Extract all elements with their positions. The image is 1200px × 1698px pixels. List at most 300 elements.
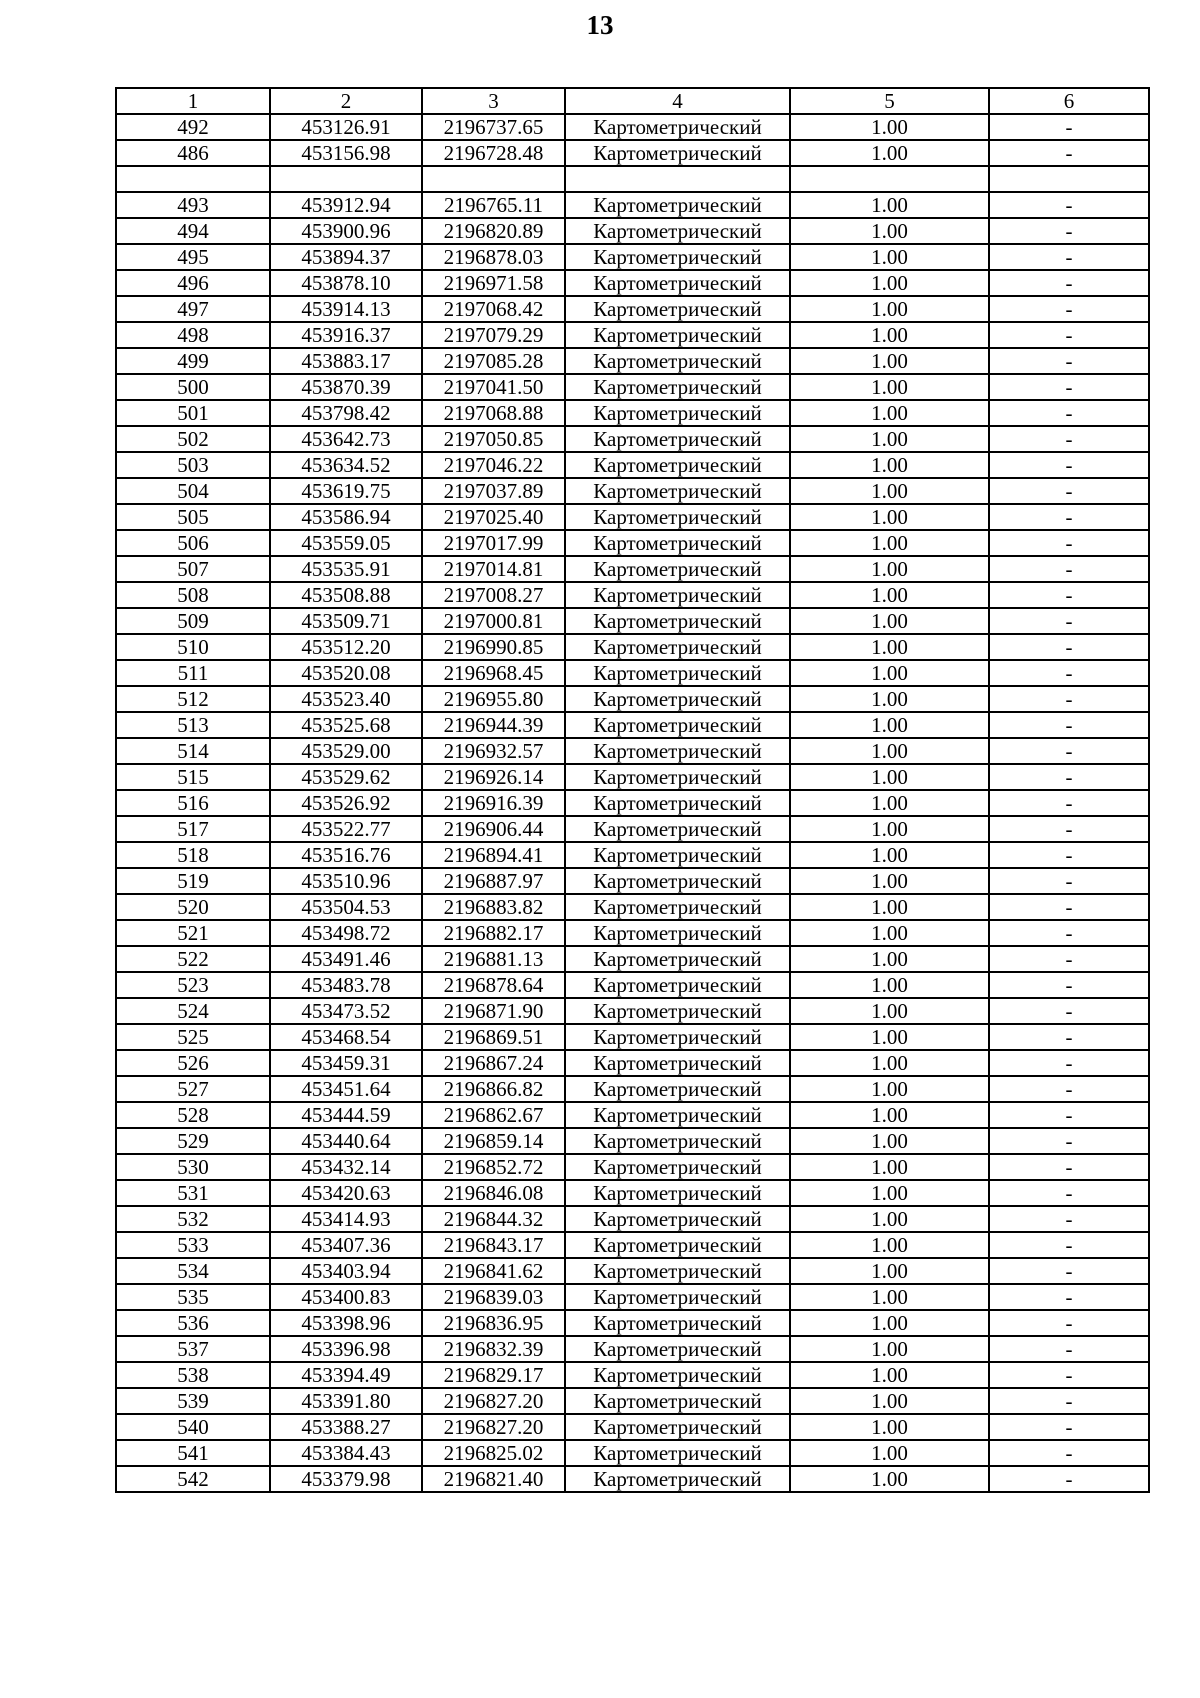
point-number-cell: 506	[116, 530, 270, 556]
table-row	[116, 530, 1149, 556]
table-row	[116, 556, 1149, 582]
x-coordinate-cell: 453396.98	[270, 1336, 422, 1362]
y-coordinate-cell: 2196737.65	[422, 114, 565, 140]
y-coordinate-cell: 2196843.17	[422, 1232, 565, 1258]
table-row	[116, 296, 1149, 322]
description-cell: -	[989, 1232, 1149, 1258]
y-coordinate-cell: 2197025.40	[422, 504, 565, 530]
method-cell: Картометрический	[565, 972, 790, 998]
column-header-3: 3	[422, 88, 565, 114]
x-coordinate-cell: 453525.68	[270, 712, 422, 738]
method-cell: Картометрический	[565, 686, 790, 712]
description-cell: -	[989, 738, 1149, 764]
table-row	[116, 1232, 1149, 1258]
method-cell: Картометрический	[565, 1024, 790, 1050]
point-number-cell: 507	[116, 556, 270, 582]
y-coordinate-cell: 2197085.28	[422, 348, 565, 374]
y-coordinate-cell: 2196867.24	[422, 1050, 565, 1076]
accuracy-cell: 1.00	[790, 920, 989, 946]
description-cell: -	[989, 218, 1149, 244]
point-number-cell: 493	[116, 192, 270, 218]
table-row	[116, 998, 1149, 1024]
table-row	[116, 426, 1149, 452]
accuracy-cell: 1.00	[790, 530, 989, 556]
x-coordinate-cell: 453520.08	[270, 660, 422, 686]
table-row	[116, 1284, 1149, 1310]
description-cell: -	[989, 920, 1149, 946]
point-number-cell: 534	[116, 1258, 270, 1284]
point-number-cell: 541	[116, 1440, 270, 1466]
accuracy-cell: 1.00	[790, 660, 989, 686]
y-coordinate-cell: 2196882.17	[422, 920, 565, 946]
method-cell: Картометрический	[565, 1076, 790, 1102]
accuracy-cell: 1.00	[790, 1414, 989, 1440]
point-number-cell: 504	[116, 478, 270, 504]
method-cell: Картометрический	[565, 946, 790, 972]
accuracy-cell: 1.00	[790, 322, 989, 348]
accuracy-cell: 1.00	[790, 1466, 989, 1492]
x-coordinate-cell: 453391.80	[270, 1388, 422, 1414]
table-row	[116, 322, 1149, 348]
table-row	[116, 1440, 1149, 1466]
method-cell: Картометрический	[565, 322, 790, 348]
accuracy-cell: 1.00	[790, 946, 989, 972]
point-number-cell: 500	[116, 374, 270, 400]
x-coordinate-cell	[270, 166, 422, 192]
accuracy-cell: 1.00	[790, 1362, 989, 1388]
y-coordinate-cell: 2196883.82	[422, 894, 565, 920]
accuracy-cell: 1.00	[790, 114, 989, 140]
description-cell: -	[989, 868, 1149, 894]
method-cell: Картометрический	[565, 816, 790, 842]
point-number-cell: 523	[116, 972, 270, 998]
description-cell: -	[989, 530, 1149, 556]
point-number-cell: 530	[116, 1154, 270, 1180]
x-coordinate-cell: 453432.14	[270, 1154, 422, 1180]
y-coordinate-cell: 2196827.20	[422, 1388, 565, 1414]
x-coordinate-cell: 453403.94	[270, 1258, 422, 1284]
x-coordinate-cell: 453634.52	[270, 452, 422, 478]
y-coordinate-cell: 2196878.03	[422, 244, 565, 270]
point-number-cell: 540	[116, 1414, 270, 1440]
x-coordinate-cell: 453510.96	[270, 868, 422, 894]
y-coordinate-cell: 2196926.14	[422, 764, 565, 790]
y-coordinate-cell: 2197017.99	[422, 530, 565, 556]
x-coordinate-cell: 453407.36	[270, 1232, 422, 1258]
y-coordinate-cell: 2197000.81	[422, 608, 565, 634]
method-cell: Картометрический	[565, 1362, 790, 1388]
table-row	[116, 400, 1149, 426]
point-number-cell: 494	[116, 218, 270, 244]
point-number-cell: 497	[116, 296, 270, 322]
table-row	[116, 1102, 1149, 1128]
description-cell: -	[989, 686, 1149, 712]
description-cell: -	[989, 1388, 1149, 1414]
accuracy-cell: 1.00	[790, 764, 989, 790]
point-number-cell: 524	[116, 998, 270, 1024]
accuracy-cell: 1.00	[790, 1440, 989, 1466]
method-cell: Картометрический	[565, 660, 790, 686]
accuracy-cell: 1.00	[790, 218, 989, 244]
table-row	[116, 764, 1149, 790]
point-number-cell: 521	[116, 920, 270, 946]
y-coordinate-cell: 2197037.89	[422, 478, 565, 504]
method-cell: Картометрический	[565, 192, 790, 218]
table-row	[116, 790, 1149, 816]
table-row	[116, 1180, 1149, 1206]
y-coordinate-cell: 2196869.51	[422, 1024, 565, 1050]
accuracy-cell: 1.00	[790, 868, 989, 894]
accuracy-cell: 1.00	[790, 1388, 989, 1414]
description-cell: -	[989, 1102, 1149, 1128]
accuracy-cell: 1.00	[790, 1024, 989, 1050]
y-coordinate-cell: 2196906.44	[422, 816, 565, 842]
accuracy-cell: 1.00	[790, 452, 989, 478]
table-row	[116, 1050, 1149, 1076]
description-cell: -	[989, 556, 1149, 582]
method-cell: Картометрический	[565, 582, 790, 608]
description-cell: -	[989, 946, 1149, 972]
point-number-cell: 517	[116, 816, 270, 842]
table-row	[116, 140, 1149, 166]
point-number-cell: 510	[116, 634, 270, 660]
x-coordinate-cell: 453491.46	[270, 946, 422, 972]
description-cell: -	[989, 634, 1149, 660]
description-cell: -	[989, 608, 1149, 634]
description-cell: -	[989, 998, 1149, 1024]
point-number-cell: 518	[116, 842, 270, 868]
description-cell: -	[989, 478, 1149, 504]
table-row	[116, 192, 1149, 218]
description-cell: -	[989, 972, 1149, 998]
table-row	[116, 348, 1149, 374]
method-cell: Картометрический	[565, 530, 790, 556]
accuracy-cell: 1.00	[790, 504, 989, 530]
point-number-cell: 538	[116, 1362, 270, 1388]
accuracy-cell: 1.00	[790, 270, 989, 296]
y-coordinate-cell: 2196968.45	[422, 660, 565, 686]
method-cell: Картометрический	[565, 478, 790, 504]
table-row	[116, 1128, 1149, 1154]
description-cell: -	[989, 374, 1149, 400]
x-coordinate-cell: 453379.98	[270, 1466, 422, 1492]
point-number-cell: 492	[116, 114, 270, 140]
point-number-cell: 495	[116, 244, 270, 270]
point-number-cell: 529	[116, 1128, 270, 1154]
x-coordinate-cell: 453498.72	[270, 920, 422, 946]
point-number-cell: 528	[116, 1102, 270, 1128]
table-row	[116, 1076, 1149, 1102]
table-row	[116, 1154, 1149, 1180]
point-number-cell: 509	[116, 608, 270, 634]
y-coordinate-cell: 2196944.39	[422, 712, 565, 738]
point-number-cell: 519	[116, 868, 270, 894]
description-cell: -	[989, 244, 1149, 270]
description-cell: -	[989, 1414, 1149, 1440]
y-coordinate-cell: 2196728.48	[422, 140, 565, 166]
table-row	[116, 738, 1149, 764]
method-cell: Картометрический	[565, 218, 790, 244]
accuracy-cell: 1.00	[790, 608, 989, 634]
coordinates-table	[115, 87, 1150, 1493]
table-row	[116, 1206, 1149, 1232]
description-cell: -	[989, 348, 1149, 374]
description-cell: -	[989, 816, 1149, 842]
y-coordinate-cell: 2197050.85	[422, 426, 565, 452]
y-coordinate-cell: 2196820.89	[422, 218, 565, 244]
description-cell: -	[989, 1154, 1149, 1180]
point-number-cell: 539	[116, 1388, 270, 1414]
accuracy-cell: 1.00	[790, 738, 989, 764]
point-number-cell: 503	[116, 452, 270, 478]
y-coordinate-cell: 2196765.11	[422, 192, 565, 218]
column-header-1: 1	[116, 88, 270, 114]
table-row	[116, 270, 1149, 296]
x-coordinate-cell: 453468.54	[270, 1024, 422, 1050]
column-header-5: 5	[790, 88, 989, 114]
y-coordinate-cell: 2196839.03	[422, 1284, 565, 1310]
point-number-cell: 522	[116, 946, 270, 972]
x-coordinate-cell: 453522.77	[270, 816, 422, 842]
point-number-cell: 508	[116, 582, 270, 608]
y-coordinate-cell: 2196971.58	[422, 270, 565, 296]
x-coordinate-cell: 453516.76	[270, 842, 422, 868]
x-coordinate-cell: 453529.00	[270, 738, 422, 764]
method-cell: Картометрический	[565, 998, 790, 1024]
description-cell: -	[989, 452, 1149, 478]
x-coordinate-cell: 453914.13	[270, 296, 422, 322]
accuracy-cell: 1.00	[790, 998, 989, 1024]
description-cell: -	[989, 842, 1149, 868]
accuracy-cell: 1.00	[790, 1336, 989, 1362]
method-cell: Картометрический	[565, 738, 790, 764]
method-cell: Картометрический	[565, 1206, 790, 1232]
method-cell: Картометрический	[565, 374, 790, 400]
accuracy-cell: 1.00	[790, 1076, 989, 1102]
method-cell: Картометрический	[565, 608, 790, 634]
accuracy-cell: 1.00	[790, 1206, 989, 1232]
table-row	[116, 1466, 1149, 1492]
description-cell: -	[989, 1466, 1149, 1492]
x-coordinate-cell: 453529.62	[270, 764, 422, 790]
table-row	[116, 920, 1149, 946]
point-number-cell: 537	[116, 1336, 270, 1362]
x-coordinate-cell: 453384.43	[270, 1440, 422, 1466]
table-row	[116, 842, 1149, 868]
description-cell: -	[989, 660, 1149, 686]
point-number-cell: 526	[116, 1050, 270, 1076]
description-cell: -	[989, 400, 1149, 426]
y-coordinate-cell: 2197046.22	[422, 452, 565, 478]
method-cell: Картометрический	[565, 114, 790, 140]
table-row	[116, 1258, 1149, 1284]
y-coordinate-cell: 2196862.67	[422, 1102, 565, 1128]
method-cell: Картометрический	[565, 1154, 790, 1180]
y-coordinate-cell: 2196866.82	[422, 1076, 565, 1102]
description-cell: -	[989, 1076, 1149, 1102]
table-row	[116, 1414, 1149, 1440]
x-coordinate-cell: 453526.92	[270, 790, 422, 816]
point-number-cell: 501	[116, 400, 270, 426]
method-cell: Картометрический	[565, 1050, 790, 1076]
point-number-cell: 533	[116, 1232, 270, 1258]
x-coordinate-cell: 453483.78	[270, 972, 422, 998]
method-cell: Картометрический	[565, 452, 790, 478]
description-cell: -	[989, 894, 1149, 920]
method-cell: Картометрический	[565, 790, 790, 816]
x-coordinate-cell: 453388.27	[270, 1414, 422, 1440]
x-coordinate-cell: 453459.31	[270, 1050, 422, 1076]
point-number-cell: 512	[116, 686, 270, 712]
x-coordinate-cell: 453400.83	[270, 1284, 422, 1310]
accuracy-cell: 1.00	[790, 140, 989, 166]
x-coordinate-cell: 453508.88	[270, 582, 422, 608]
method-cell: Картометрический	[565, 244, 790, 270]
description-cell: -	[989, 1180, 1149, 1206]
y-coordinate-cell: 2196821.40	[422, 1466, 565, 1492]
method-cell: Картометрический	[565, 504, 790, 530]
method-cell: Картометрический	[565, 140, 790, 166]
accuracy-cell: 1.00	[790, 1232, 989, 1258]
y-coordinate-cell: 2196844.32	[422, 1206, 565, 1232]
table-row	[116, 868, 1149, 894]
accuracy-cell: 1.00	[790, 400, 989, 426]
x-coordinate-cell: 453619.75	[270, 478, 422, 504]
y-coordinate-cell: 2196836.95	[422, 1310, 565, 1336]
table-row	[116, 894, 1149, 920]
y-coordinate-cell: 2196887.97	[422, 868, 565, 894]
x-coordinate-cell: 453900.96	[270, 218, 422, 244]
description-cell: -	[989, 1362, 1149, 1388]
point-number-cell: 535	[116, 1284, 270, 1310]
y-coordinate-cell: 2197068.88	[422, 400, 565, 426]
x-coordinate-cell: 453394.49	[270, 1362, 422, 1388]
x-coordinate-cell: 453398.96	[270, 1310, 422, 1336]
table-row	[116, 114, 1149, 140]
table-row	[116, 504, 1149, 530]
table-body	[116, 114, 1149, 1492]
table-row	[116, 686, 1149, 712]
description-cell: -	[989, 1284, 1149, 1310]
point-number-cell: 505	[116, 504, 270, 530]
method-cell: Картометрический	[565, 894, 790, 920]
method-cell: Картометрический	[565, 764, 790, 790]
method-cell: Картометрический	[565, 868, 790, 894]
table-row	[116, 946, 1149, 972]
accuracy-cell: 1.00	[790, 296, 989, 322]
description-cell: -	[989, 712, 1149, 738]
accuracy-cell: 1.00	[790, 842, 989, 868]
accuracy-cell: 1.00	[790, 1284, 989, 1310]
method-cell: Картометрический	[565, 1336, 790, 1362]
accuracy-cell: 1.00	[790, 582, 989, 608]
x-coordinate-cell: 453473.52	[270, 998, 422, 1024]
method-cell: Картометрический	[565, 712, 790, 738]
x-coordinate-cell: 453883.17	[270, 348, 422, 374]
method-cell: Картометрический	[565, 1102, 790, 1128]
x-coordinate-cell: 453916.37	[270, 322, 422, 348]
method-cell: Картометрический	[565, 842, 790, 868]
point-number-cell: 496	[116, 270, 270, 296]
method-cell: Картометрический	[565, 1440, 790, 1466]
method-cell	[565, 166, 790, 192]
x-coordinate-cell: 453870.39	[270, 374, 422, 400]
x-coordinate-cell: 453798.42	[270, 400, 422, 426]
method-cell: Картометрический	[565, 1466, 790, 1492]
y-coordinate-cell: 2197068.42	[422, 296, 565, 322]
accuracy-cell: 1.00	[790, 712, 989, 738]
x-coordinate-cell: 453642.73	[270, 426, 422, 452]
accuracy-cell	[790, 166, 989, 192]
table-row	[116, 712, 1149, 738]
point-number-cell: 527	[116, 1076, 270, 1102]
y-coordinate-cell: 2196825.02	[422, 1440, 565, 1466]
table-row	[116, 218, 1149, 244]
x-coordinate-cell: 453444.59	[270, 1102, 422, 1128]
table-row	[116, 166, 1149, 192]
table-row	[116, 244, 1149, 270]
method-cell: Картометрический	[565, 426, 790, 452]
x-coordinate-cell: 453504.53	[270, 894, 422, 920]
y-coordinate-cell: 2196846.08	[422, 1180, 565, 1206]
point-number-cell: 520	[116, 894, 270, 920]
accuracy-cell: 1.00	[790, 634, 989, 660]
table-row	[116, 608, 1149, 634]
page-number: 13	[586, 10, 614, 40]
description-cell: -	[989, 426, 1149, 452]
accuracy-cell: 1.00	[790, 244, 989, 270]
x-coordinate-cell: 453523.40	[270, 686, 422, 712]
description-cell: -	[989, 504, 1149, 530]
description-cell: -	[989, 322, 1149, 348]
table-row	[116, 374, 1149, 400]
description-cell: -	[989, 114, 1149, 140]
accuracy-cell: 1.00	[790, 1102, 989, 1128]
accuracy-cell: 1.00	[790, 348, 989, 374]
point-number-cell: 513	[116, 712, 270, 738]
x-coordinate-cell: 453878.10	[270, 270, 422, 296]
accuracy-cell: 1.00	[790, 1154, 989, 1180]
y-coordinate-cell: 2197014.81	[422, 556, 565, 582]
method-cell: Картометрический	[565, 920, 790, 946]
point-number-cell: 536	[116, 1310, 270, 1336]
column-header-4: 4	[565, 88, 790, 114]
table-row	[116, 582, 1149, 608]
point-number-cell: 542	[116, 1466, 270, 1492]
table-row	[116, 478, 1149, 504]
description-cell: -	[989, 764, 1149, 790]
point-number-cell	[116, 166, 270, 192]
y-coordinate-cell: 2196829.17	[422, 1362, 565, 1388]
table-row	[116, 1024, 1149, 1050]
description-cell: -	[989, 192, 1149, 218]
method-cell: Картометрический	[565, 1388, 790, 1414]
x-coordinate-cell: 453586.94	[270, 504, 422, 530]
point-number-cell: 502	[116, 426, 270, 452]
description-cell: -	[989, 1128, 1149, 1154]
x-coordinate-cell: 453509.71	[270, 608, 422, 634]
method-cell: Картометрический	[565, 296, 790, 322]
x-coordinate-cell: 453420.63	[270, 1180, 422, 1206]
method-cell: Картометрический	[565, 348, 790, 374]
y-coordinate-cell: 2197041.50	[422, 374, 565, 400]
point-number-cell: 531	[116, 1180, 270, 1206]
point-number-cell: 532	[116, 1206, 270, 1232]
method-cell: Картометрический	[565, 634, 790, 660]
accuracy-cell: 1.00	[790, 1050, 989, 1076]
y-coordinate-cell: 2196878.64	[422, 972, 565, 998]
y-coordinate-cell: 2196955.80	[422, 686, 565, 712]
